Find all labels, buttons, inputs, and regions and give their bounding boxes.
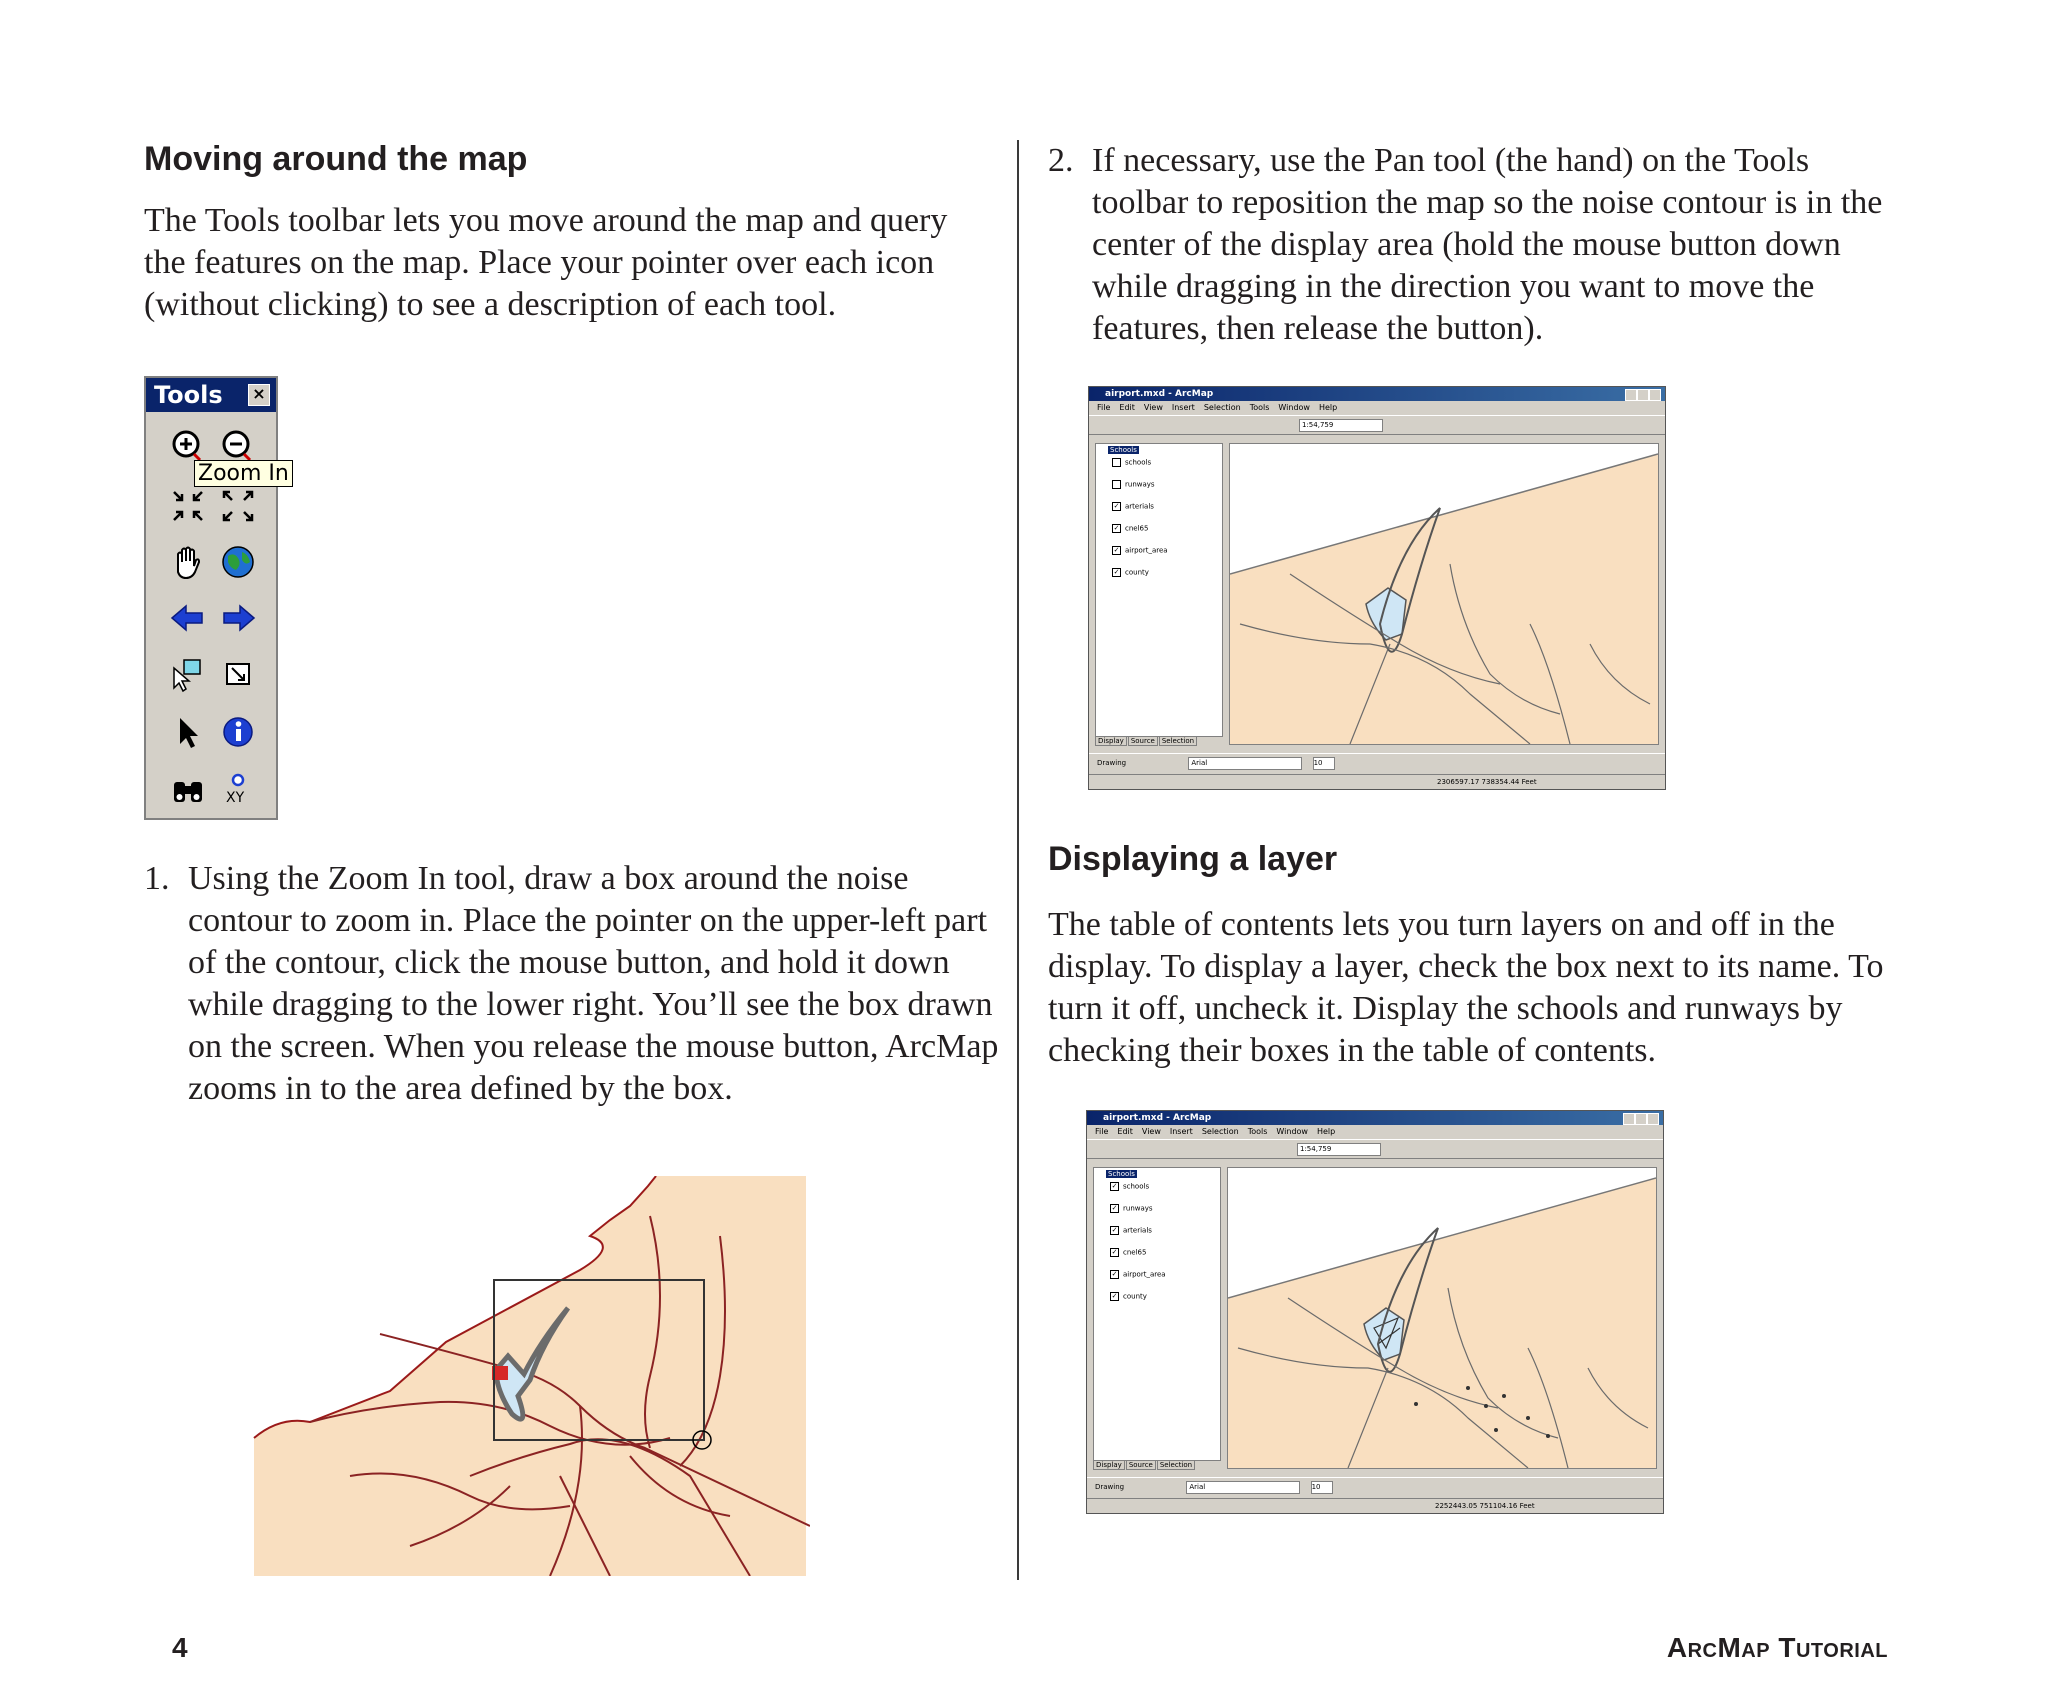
layer-checkbox-checked[interactable]: ✓ [1111,1270,1118,1278]
menu-tools[interactable]: Tools [1247,1127,1268,1136]
toc-layer-label: cnel65 [1123,1248,1147,1257]
back-arrow-icon[interactable] [168,598,208,638]
school-point [1546,1434,1550,1438]
forward-arrow-icon[interactable] [218,598,258,638]
select-features-icon[interactable] [168,654,208,694]
drawing-menu[interactable]: Drawing [1097,759,1127,767]
table-of-contents [1095,443,1223,737]
status-coordinates: 2306597.17 738354.44 Feet [1437,778,1537,786]
menu-help[interactable]: Help [1318,403,1338,412]
zoom-box-map-illustration [250,1176,810,1576]
standard-toolbar [1087,1139,1663,1159]
zoom-in-tooltip: Zoom In [194,460,293,487]
step-2 [1048,140,1888,350]
map-scale-input[interactable]: 1:54,759 [1297,1143,1381,1156]
toc-layer-label: cnel65 [1125,524,1149,533]
intro-paragraph: The Tools toolbar lets you move around the map and query the features on the map. Place your pointer over each icon (without clicking) to see a description of each tool. [144,202,948,323]
layer-checkbox-checked[interactable]: ✓ [1111,1248,1118,1256]
maximize-icon[interactable] [1635,1113,1647,1125]
select-elements-icon[interactable] [218,654,258,694]
layer-checkbox-checked[interactable]: ✓ [1111,1226,1118,1234]
find-binoculars-icon[interactable] [168,770,208,810]
font-size-select[interactable]: 10 [1311,1481,1333,1494]
fixed-zoom-in-icon[interactable] [168,486,208,526]
arcmap-window-screenshot-1 [1088,386,1666,790]
font-size-select[interactable]: 10 [1313,757,1335,770]
county-land [1230,454,1658,744]
step-1-number: 1. [144,860,170,897]
layer-checkbox-unchecked[interactable] [1112,480,1121,489]
status-coordinates: 2252443.05 751104.16 Feet [1435,1502,1535,1510]
map-scale-input[interactable]: 1:54,759 [1299,419,1383,432]
drawing-toolbar [1089,753,1665,771]
step-2-number: 2. [1048,142,1074,179]
standard-toolbar [1089,415,1665,435]
tab-source[interactable]: Source [1126,1460,1156,1470]
pointer-arrow-icon[interactable] [168,712,208,752]
menu-tools[interactable]: Tools [1249,403,1270,412]
toc-group-schools[interactable]: Schools [1110,446,1137,454]
menu-edit[interactable]: Edit [1119,403,1135,412]
table-of-contents [1093,1167,1221,1461]
toc-layer-schools[interactable] [1110,1182,1149,1191]
menu-selection[interactable]: Selection [1201,1127,1239,1136]
font-name-select[interactable]: Arial [1188,757,1302,770]
maximize-icon[interactable] [1637,389,1649,401]
menu-bar [1089,401,1665,415]
school-point [1494,1428,1498,1432]
toc-layer-arterials[interactable] [1110,1226,1152,1235]
arcmap-window-screenshot-2 [1086,1110,1664,1514]
font-name-select[interactable]: Arial [1186,1481,1300,1494]
toc-layer-cnel65[interactable] [1110,1248,1146,1257]
menu-window[interactable]: Window [1278,403,1310,412]
identify-info-icon[interactable] [218,712,258,752]
toc-layer-label: airport_area [1125,546,1168,555]
menu-view[interactable]: View [1141,1127,1161,1136]
section-heading-moving: Moving around the map [144,140,528,178]
menu-view[interactable]: View [1143,403,1163,412]
fixed-zoom-out-icon[interactable] [218,486,258,526]
menu-insert[interactable]: Insert [1171,403,1195,412]
toc-layer-label: runways [1123,1204,1153,1213]
toc-layer-runways[interactable] [1110,1204,1153,1213]
toc-layer-label: county [1123,1292,1147,1301]
toc-layer-county[interactable] [1110,1292,1147,1301]
minimize-icon[interactable] [1625,389,1637,401]
tools-toolbar [144,376,289,820]
toc-layer-label: arterials [1123,1226,1152,1235]
displaying-paragraph: The table of contents lets you turn layers on and off in the display. To display a layer, check the box next to its name. To turn it off, uncheck it. Display the schools and runways by checking their boxes in the table of contents. [1048,906,1884,1069]
full-extent-globe-icon[interactable] [218,542,258,582]
menu-selection[interactable]: Selection [1203,403,1241,412]
tools-toolbar-title [146,378,276,412]
toc-layer-label: runways [1125,480,1155,489]
window-titlebar [1089,387,1665,401]
tab-display[interactable]: Display [1095,736,1127,746]
window-title: airport.mxd - ArcMap [1105,389,1214,399]
step-1-text: Using the Zoom In tool, draw a box around the noise contour to zoom in. Place the pointer on the upper-left part of the contour, click the mouse button, and hold it down while dragging to the lower right. You’ll see the box drawn on the screen. When you release the mouse button, ArcMap zooms in to the area defined by the box. [188,860,999,1107]
menu-file[interactable]: File [1095,1127,1109,1136]
school-point [1414,1402,1418,1406]
tab-source[interactable]: Source [1128,736,1158,746]
layer-checkbox-checked[interactable]: ✓ [1113,546,1120,554]
menu-window[interactable]: Window [1276,1127,1308,1136]
layer-checkbox-checked[interactable]: ✓ [1111,1204,1118,1212]
status-bar [1089,774,1665,789]
toc-layer-label: county [1125,568,1149,577]
drawing-menu[interactable]: Drawing [1095,1483,1125,1491]
toc-layer-schools[interactable] [1112,458,1151,467]
column-divider [1017,140,1019,1580]
minimize-icon[interactable] [1623,1113,1635,1125]
running-footer-title: ArcMap Tutorial [1666,1632,1888,1663]
toc-tabs [1095,736,1198,746]
go-to-xy-target [218,770,258,790]
toc-layer-county[interactable] [1112,568,1149,577]
toc-tabs [1093,1460,1196,1470]
pan-hand-icon[interactable] [168,542,208,582]
tab-display[interactable]: Display [1093,1460,1125,1470]
window-titlebar [1087,1111,1663,1125]
school-point [1502,1394,1506,1398]
layer-checkbox-checked[interactable]: ✓ [1113,524,1120,532]
menu-edit[interactable]: Edit [1117,1127,1133,1136]
toc-layer-label: arterials [1125,502,1154,511]
menu-file[interactable]: File [1097,403,1111,412]
menu-bar [1087,1125,1663,1139]
section-heading-displaying: Displaying a layer [1048,840,1338,878]
go-to-xy-icon[interactable] [218,770,258,810]
layer-checkbox-checked[interactable]: ✓ [1113,568,1120,576]
step-2-text: If necessary, use the Pan tool (the hand) on the Tools toolbar to reposition the map so the noise contour is in the center of the display area (hold the mouse button down while dragging in the direction you want to move the features, then release the button). [1092,142,1883,347]
menu-help[interactable]: Help [1316,1127,1336,1136]
toc-layer-runways[interactable] [1112,480,1155,489]
close-icon[interactable]: × [248,384,270,406]
toc-layer-label: airport_area [1123,1270,1166,1279]
map-display-drawing [1228,1168,1656,1468]
map-display[interactable] [1229,443,1659,745]
toc-layer-arterials[interactable] [1112,502,1154,511]
toc-layer-label: schools [1125,458,1152,467]
map-display[interactable] [1227,1167,1657,1469]
toc-layer-airport-area[interactable] [1110,1270,1166,1279]
layer-checkbox-checked[interactable]: ✓ [1111,1182,1118,1190]
window-title: airport.mxd - ArcMap [1103,1113,1212,1123]
toc-layer-label: schools [1123,1182,1150,1191]
tab-selection[interactable]: Selection [1159,736,1197,746]
toc-group-schools[interactable]: Schools [1108,1170,1135,1178]
county-land [1228,1178,1656,1468]
layer-checkbox-unchecked[interactable] [1112,458,1121,467]
map-display-drawing [1230,444,1658,744]
menu-insert[interactable]: Insert [1169,1127,1193,1136]
tab-selection[interactable]: Selection [1157,1460,1195,1470]
page-number: 4 [172,1632,188,1663]
toc-layer-airport-area[interactable] [1112,546,1168,555]
tools-toolbar-title-text: Tools [154,381,223,409]
status-bar [1087,1498,1663,1513]
layer-checkbox-checked[interactable]: ✓ [1113,502,1120,510]
school-point [1466,1386,1470,1390]
close-icon[interactable] [1647,1113,1659,1125]
school-point [1526,1416,1530,1420]
layer-checkbox-checked[interactable]: ✓ [1111,1292,1118,1300]
drawing-toolbar [1087,1477,1663,1495]
close-icon[interactable] [1649,389,1661,401]
go-to-xy-label: XY [226,790,245,806]
toc-layer-cnel65[interactable] [1112,524,1148,533]
school-point [1484,1404,1488,1408]
step-1 [144,858,1000,1110]
